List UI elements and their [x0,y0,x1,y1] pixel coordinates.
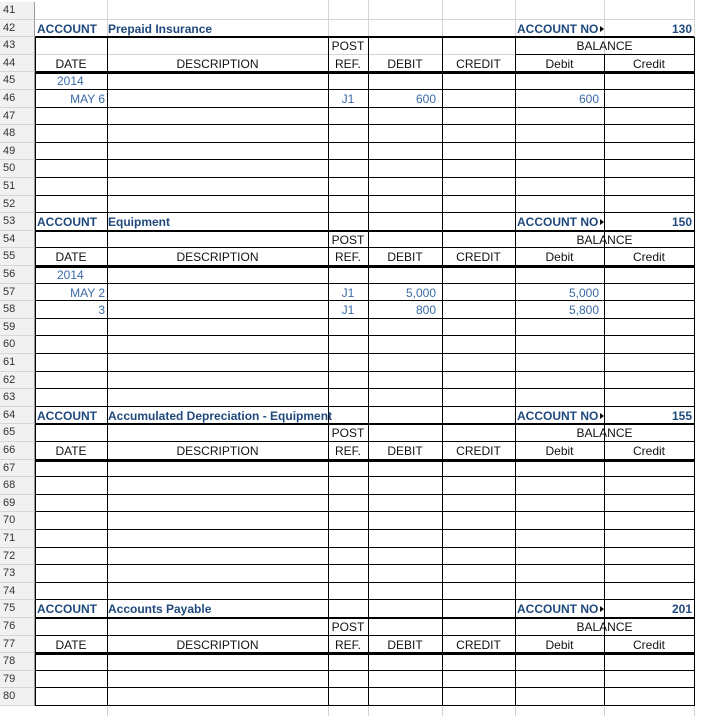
row-header[interactable]: 68 [0,477,35,495]
post-ref-cell: J1 [341,92,355,106]
credit-header: CREDIT [456,250,501,265]
balance-debit-cell: 5,800 [568,303,599,318]
row-header[interactable]: 53 [0,213,35,231]
account-number: 155 [671,408,692,423]
row-header[interactable]: 51 [0,178,35,196]
account-label: ACCOUNT [37,602,97,617]
row-header[interactable]: 59 [0,319,35,337]
row-header[interactable]: 45 [0,72,35,90]
account-no-label: ACCOUNT NO [517,408,599,423]
debit-cell: 800 [415,303,436,318]
table-border [694,618,695,706]
post-ref-cell: J1 [341,303,355,318]
credit-header: CREDIT [456,56,501,71]
table-border [35,547,694,548]
account-label: ACCOUNT [37,408,97,423]
credit-header: CREDIT [456,444,501,458]
table-border [35,335,694,336]
table-border [35,371,694,372]
description-header: DESCRIPTION [176,56,259,71]
year-cell: 2014 [57,74,84,89]
debit-header: DEBIT [387,250,423,265]
row-header[interactable]: 69 [0,495,35,513]
account-name: Prepaid Insurance [108,21,213,36]
table-border [694,231,695,442]
table-border [368,618,369,706]
balance-credit-header: Credit [632,250,665,265]
table-border [35,124,694,125]
account-name: Accumulated Depreciation - Equipment [108,408,333,423]
table-border [35,89,694,90]
table-border [35,687,694,688]
ref-header: REF. [334,56,361,71]
balance-credit-header: Credit [632,637,665,652]
row-header[interactable]: 47 [0,108,35,126]
row-header[interactable]: 41 [0,2,35,20]
row-header[interactable]: 62 [0,372,35,390]
date-header: DATE [55,444,87,458]
account-no-arrow-icon [600,26,604,32]
row-gridline [35,19,694,20]
post-header: POST [331,620,365,634]
balance-header: BALANCE [576,232,633,247]
row-header[interactable]: 57 [0,284,35,302]
table-border [694,37,695,248]
table-border [35,142,694,143]
row-header[interactable]: 79 [0,671,35,689]
date-header: DATE [55,637,87,652]
description-header: DESCRIPTION [176,444,259,458]
table-border [35,353,694,354]
row-header[interactable]: 46 [0,90,35,108]
account-number: 201 [671,602,692,617]
post-header: POST [331,232,365,247]
row-header[interactable]: 61 [0,354,35,372]
table-border [35,705,694,706]
table-border [35,461,694,462]
balance-header: BALANCE [576,426,633,441]
account-name: Equipment [108,215,170,230]
balance-debit-cell: 5,000 [568,285,599,300]
table-border [694,424,695,635]
row-header[interactable]: 76 [0,618,35,636]
post-ref-cell: J1 [341,285,355,300]
row-header[interactable]: 66 [0,442,35,460]
row-header[interactable]: 67 [0,460,35,478]
table-border [35,267,694,268]
table-border [35,388,694,389]
table-border [35,529,694,530]
row-header[interactable]: 42 [0,20,35,38]
table-border [35,406,694,407]
table-border [35,618,36,706]
table-border [604,55,605,249]
table-border [35,195,694,196]
table-border [35,564,694,565]
balance-credit-header: Credit [632,56,665,71]
row-header[interactable]: 75 [0,600,35,618]
debit-header: DEBIT [387,56,423,71]
table-border [35,73,694,74]
table-border [35,177,694,178]
balance-debit-header: Debit [545,637,574,652]
debit-header: DEBIT [387,637,423,652]
date-header: DATE [55,56,87,71]
table-border [604,248,605,442]
table-border [604,442,605,636]
credit-header: CREDIT [456,637,501,652]
row-header[interactable]: 70 [0,512,35,530]
row-header[interactable]: 65 [0,424,35,442]
account-no-arrow-icon [600,219,604,225]
row-header[interactable]: 72 [0,548,35,566]
description-header: DESCRIPTION [176,637,259,652]
ref-header: REF. [334,444,361,458]
post-header: POST [331,426,365,441]
table-border [35,476,694,477]
account-no-label: ACCOUNT NO [517,215,599,230]
account-no-arrow-icon [600,413,604,419]
row-header[interactable]: 43 [0,37,35,55]
row-header[interactable]: 74 [0,583,35,601]
date-cell: MAY 6 [70,92,105,106]
table-border [442,618,443,706]
account-number: 150 [671,215,692,230]
row-header[interactable]: 63 [0,389,35,407]
account-no-arrow-icon [600,606,604,612]
debit-cell: 600 [415,92,436,106]
row-header[interactable]: 54 [0,231,35,249]
account-number: 130 [671,21,692,36]
table-border [35,599,694,600]
row-header[interactable]: 80 [0,688,35,706]
table-border [35,582,694,583]
row-header[interactable]: 71 [0,530,35,548]
row-header[interactable]: 60 [0,336,35,354]
table-border [35,283,694,284]
row-header[interactable]: 48 [0,125,35,143]
date-cell: MAY 2 [70,285,105,300]
table-border [35,159,694,160]
account-no-label: ACCOUNT NO [517,602,599,617]
balance-debit-cell: 600 [578,92,599,106]
table-border [35,494,694,495]
balance-header: BALANCE [576,39,633,54]
row-header[interactable]: 78 [0,653,35,671]
row-header[interactable]: 56 [0,266,35,284]
row-header[interactable]: 64 [0,407,35,425]
date-cell: 3 [98,303,105,318]
row-header[interactable]: 49 [0,143,35,161]
debit-header: DEBIT [387,444,423,458]
row-header[interactable]: 55 [0,248,35,266]
balance-debit-header: Debit [545,444,574,458]
account-no-label: ACCOUNT NO [517,21,599,36]
row-header[interactable]: 50 [0,160,35,178]
debit-cell: 5,000 [405,285,436,300]
row-header[interactable]: 73 [0,565,35,583]
post-header: POST [331,39,365,54]
balance-debit-header: Debit [545,250,574,265]
balance-header: BALANCE [576,620,633,634]
ref-header: REF. [334,637,361,652]
ref-header: REF. [334,250,361,265]
description-header: DESCRIPTION [176,250,259,265]
balance-credit-header: Credit [632,444,665,458]
row-header[interactable]: 52 [0,196,35,214]
table-border [107,618,108,706]
table-border [35,212,694,213]
balance-debit-header: Debit [545,56,574,71]
table-border [35,511,694,512]
row-header[interactable]: 44 [0,55,35,73]
table-border [35,654,694,655]
date-header: DATE [55,250,87,265]
account-name: Accounts Payable [108,602,212,617]
row-header[interactable]: 77 [0,636,35,654]
account-label: ACCOUNT [37,215,97,230]
account-label: ACCOUNT [37,21,97,36]
table-border [35,670,694,671]
row-header[interactable]: 58 [0,301,35,319]
year-cell: 2014 [57,268,84,282]
